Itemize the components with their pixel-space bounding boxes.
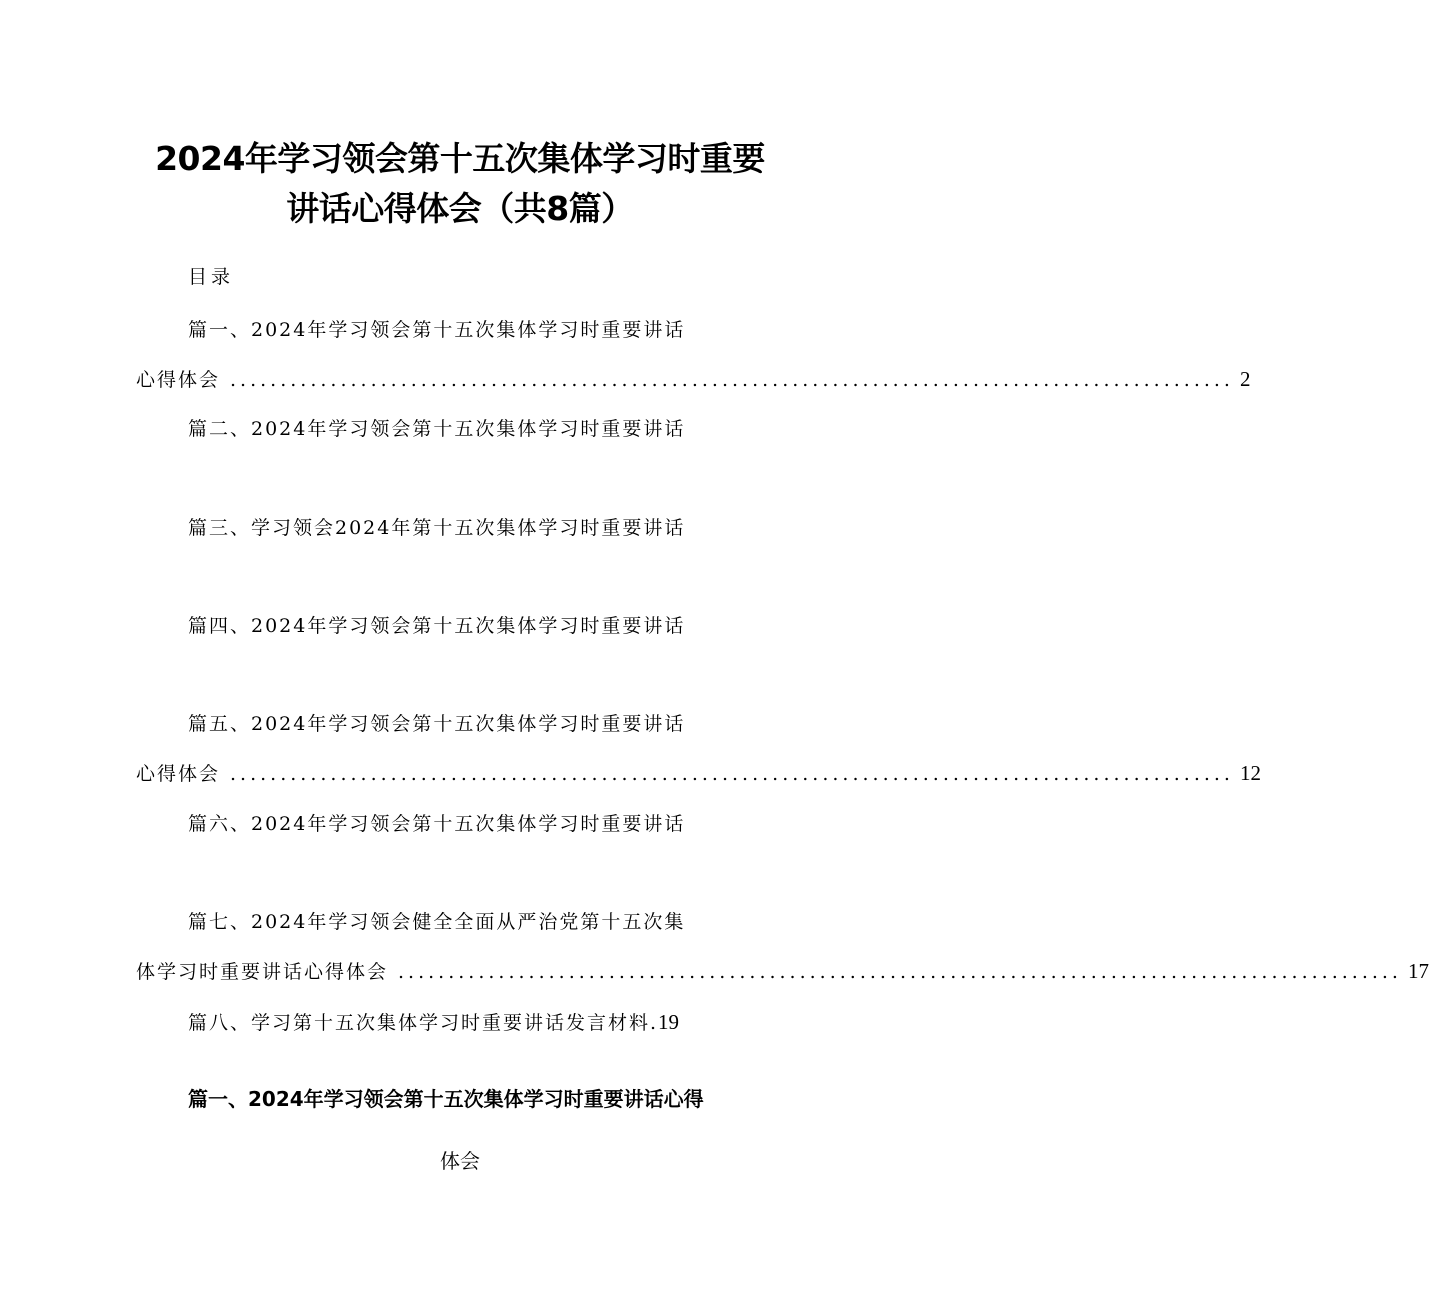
toc-entry-7[interactable]: 篇七、2024年学习领会健全全面从严治党第十五次集 [188,911,686,933]
toc-entry-1-continuation[interactable] [136,365,1251,392]
toc-entry-1-page: 2 [1239,367,1251,391]
toc-entry-5-line-2: 心得体会 [136,763,221,785]
toc-entry-1[interactable]: 篇一、2024年学习领会第十五次集体学习时重要讲话 [188,319,686,341]
toc-heading: 目录 [188,266,235,288]
toc-entry-5[interactable]: 篇五、2024年学习领会第十五次集体学习时重要讲话 [188,713,686,735]
toc-leader-dots: .................................................................................................... [230,763,1234,785]
document-title-line-2: 讲话心得体会（共8篇） [286,189,634,228]
toc-entry-6[interactable]: 篇六、2024年学习领会第十五次集体学习时重要讲话 [188,813,686,835]
toc-leader-dots: .................................................................................................... [398,961,1402,983]
toc-entry-3[interactable]: 篇三、学习领会2024年第十五次集体学习时重要讲话 [188,517,686,539]
toc-entry-7-line-2: 体学习时重要讲话心得体会 [136,961,389,983]
toc-entry-7-page: 17 [1407,959,1429,983]
toc-entry-4[interactable]: 篇四、2024年学习领会第十五次集体学习时重要讲话 [188,615,686,637]
toc-entry-5-page: 12 [1239,761,1261,785]
toc-entry-5-continuation[interactable] [136,759,1261,786]
toc-leader-dots: .................................................................................................... [230,369,1234,391]
toc-entry-8-text: 篇八、学习第十五次集体学习时重要讲话发言材料. [188,1012,659,1034]
toc-entry-1-line-2: 心得体会 [136,369,221,391]
toc-entry-8-page: 19 [658,1010,680,1034]
section-heading-line-2: 体会 [440,1149,480,1173]
toc-entry-7-continuation[interactable] [136,957,1429,984]
toc-entry-2[interactable]: 篇二、2024年学习领会第十五次集体学习时重要讲话 [188,418,686,440]
document-title-line-1: 2024年学习领会第十五次集体学习时重要 [155,139,765,178]
toc-entry-8[interactable] [188,1008,679,1035]
section-heading-line-1: 篇一、2024年学习领会第十五次集体学习时重要讲话心得 [188,1087,704,1111]
